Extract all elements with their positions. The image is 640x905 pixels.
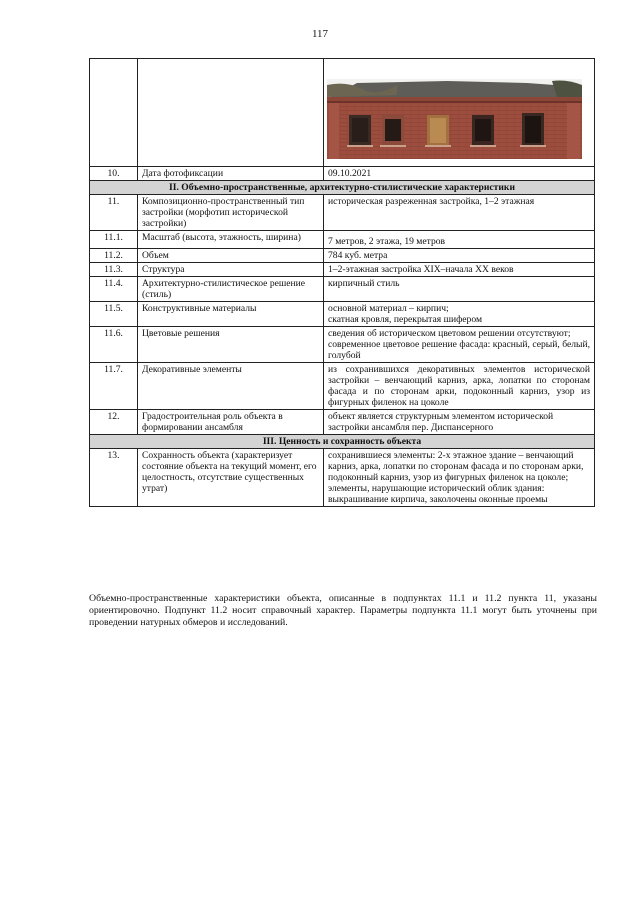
table-row bbox=[90, 302, 595, 327]
row-label: Сохранность объекта (характеризует состояние объекта на текущий момент, его целостность, отсутствие существенных утрат) bbox=[138, 449, 324, 507]
value-line: основной материал – кирпич; bbox=[328, 303, 449, 314]
row-label: Декоративные элементы bbox=[138, 363, 324, 410]
row-label: Объем bbox=[138, 249, 324, 263]
photo-row-label-cell bbox=[138, 59, 324, 167]
row-value: из сохранившихся декоративных элементов исторической застройки – венчающий карниз, арка, лопатки по сторонам фасада и по сторонам арки, подоконный карниз, узор из фигурных филенок на цоколе bbox=[324, 363, 595, 410]
notes-paragraph bbox=[89, 593, 597, 629]
row-value: объект является структурным элементом исторической застройки ансамбля пер. Диспансерного bbox=[324, 410, 595, 435]
table-row bbox=[90, 231, 595, 249]
table-row bbox=[90, 277, 595, 302]
row-label: Масштаб (высота, этажность, ширина) bbox=[138, 231, 324, 249]
photo-row bbox=[90, 59, 595, 167]
building-photo bbox=[327, 79, 582, 159]
table-row bbox=[90, 195, 595, 231]
row-label: Архитектурно-стилистическое решение (стиль) bbox=[138, 277, 324, 302]
table-row bbox=[90, 167, 595, 181]
row-number: 11.4. bbox=[90, 277, 138, 302]
photo-cell bbox=[324, 59, 595, 167]
value-line: современное цветовое решение фасада: красный, серый, белый, голубой bbox=[328, 339, 590, 361]
row-number: 10. bbox=[90, 167, 138, 181]
table-row bbox=[90, 410, 595, 435]
section-title: III. Ценность и сохранность объекта bbox=[90, 435, 595, 449]
row-number: 11.6. bbox=[90, 327, 138, 363]
section-title: II. Объемно-пространственные, архитектурно-стилистические характеристики bbox=[90, 181, 595, 195]
row-value bbox=[324, 327, 595, 363]
table-row bbox=[90, 249, 595, 263]
row-number: 12. bbox=[90, 410, 138, 435]
row-label: Градостроительная роль объекта в формировании ансамбля bbox=[138, 410, 324, 435]
value-line: скатная кровля, перекрытая шифером bbox=[328, 314, 483, 325]
row-value: историческая разреженная застройка, 1–2 этажная bbox=[324, 195, 595, 231]
row-value: 784 куб. метра bbox=[324, 249, 595, 263]
section-header bbox=[90, 435, 595, 449]
row-value bbox=[324, 302, 595, 327]
table-row bbox=[90, 449, 595, 507]
table-row bbox=[90, 263, 595, 277]
section-header bbox=[90, 181, 595, 195]
photo-row-num-cell bbox=[90, 59, 138, 167]
table-row bbox=[90, 363, 595, 410]
notes-text: Объемно-пространственные характеристики объекта, описанные в подпунктах 11.1 и 11.2 пункта 11, указаны ориентировочно. Подпункт 11.2 носит справочный характер. Параметры подпункта 11.1 могут быть уточнены при проведении натурных обмеров и исследований. bbox=[89, 593, 597, 628]
row-number: 11. bbox=[90, 195, 138, 231]
value-line: сохранившиеся элементы: 2-х этажное здание – венчающий карниз, арка, лопатки по сторонам фасада и по сторонам арки, подоконный карниз, узор из фигурных филенок на цоколе; bbox=[328, 450, 584, 483]
table-row bbox=[90, 327, 595, 363]
row-number: 11.3. bbox=[90, 263, 138, 277]
value-line: элементы, нарушающие исторический облик здания: выкрашивание кирпича, заколочены оконные проемы bbox=[328, 483, 548, 505]
row-value: кирпичный стиль bbox=[324, 277, 595, 302]
row-value: 1–2-этажная застройка XIX–начала XX веков bbox=[324, 263, 595, 277]
row-label: Дата фотофиксации bbox=[138, 167, 324, 181]
row-value bbox=[324, 449, 595, 507]
row-number: 11.7. bbox=[90, 363, 138, 410]
row-number: 11.2. bbox=[90, 249, 138, 263]
value-line: сведения об историческом цветовом решении отсутствуют; bbox=[328, 328, 571, 339]
row-number: 11.5. bbox=[90, 302, 138, 327]
row-label: Структура bbox=[138, 263, 324, 277]
characteristics-table bbox=[89, 58, 595, 507]
row-number: 11.1. bbox=[90, 231, 138, 249]
row-label: Конструктивные материалы bbox=[138, 302, 324, 327]
row-label: Цветовые решения bbox=[138, 327, 324, 363]
row-value: 7 метров, 2 этажа, 19 метров bbox=[324, 231, 595, 249]
row-value: 09.10.2021 bbox=[324, 167, 595, 181]
row-label: Композиционно-пространственный тип застройки (морфотип исторической застройки) bbox=[138, 195, 324, 231]
row-number: 13. bbox=[90, 449, 138, 507]
page-number: 117 bbox=[311, 28, 329, 40]
